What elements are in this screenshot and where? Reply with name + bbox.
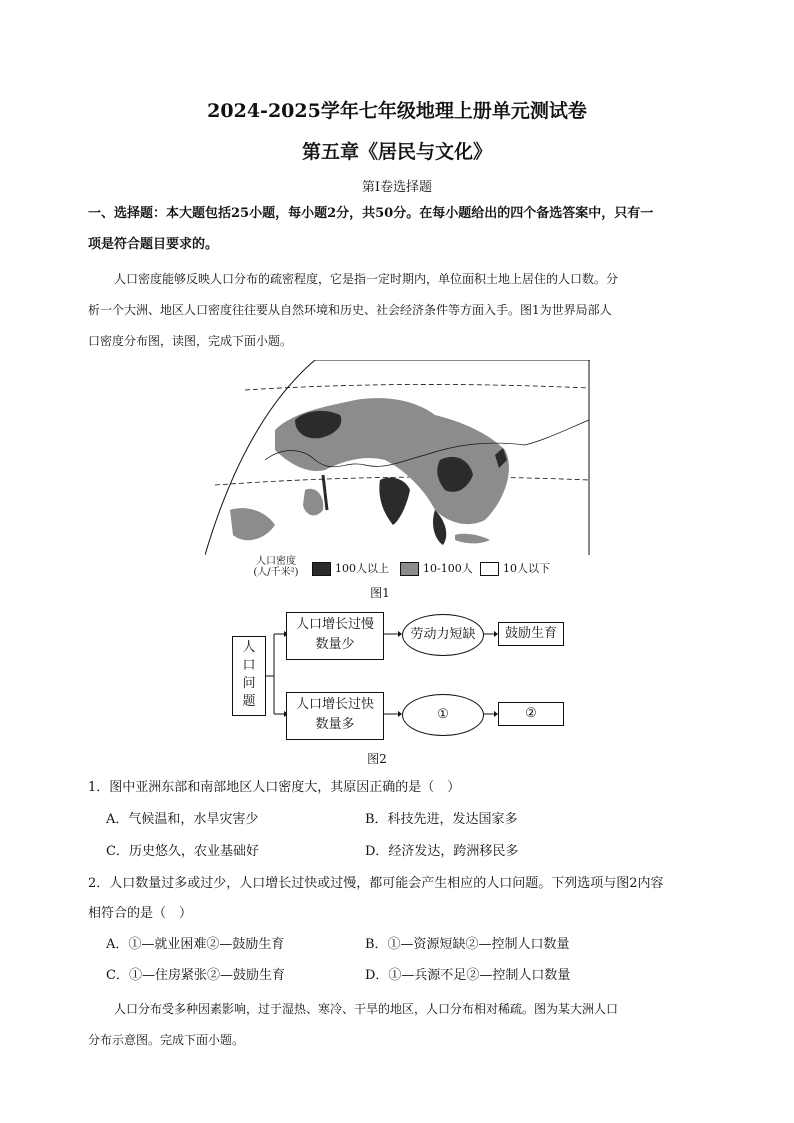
intro1-line-1: 人口密度能够反映人口分布的疏密程度，它是指一定时期内，单位面积土地上居住的人口数。分 — [114, 272, 619, 286]
population-density-map — [205, 360, 590, 555]
question-1-option-c: C．历史悠久，农业基础好 — [106, 844, 259, 859]
root-box — [232, 636, 266, 716]
intro2-line-2: 分布示意图。完成下面小题。 — [88, 1033, 245, 1047]
legend-label-medium: 10-100人 — [423, 562, 473, 575]
top-measure-box: 鼓励生育 — [498, 622, 564, 646]
intro-passage-2 — [88, 994, 708, 1056]
legend-label-high: 100人以上 — [335, 562, 389, 575]
legend-title — [252, 556, 300, 578]
root-char-1: 人 — [242, 640, 256, 655]
intro1-line-3: 口密度分布图，读图，完成下面小题。 — [88, 334, 293, 348]
top-effect-ellipse: 劳动力短缺 — [402, 614, 484, 656]
legend-title-line-2: (人/千米²) — [253, 567, 299, 578]
question-2-stem-line-2: 相符合的是（ ） — [88, 906, 193, 921]
question-1-stem: 1．图中亚洲东部和南部地区人口密度大，其原因正确的是（ ） — [88, 780, 461, 795]
intro-passage-1 — [88, 264, 708, 357]
map-legend — [252, 556, 592, 582]
figure1-caption: 图1 — [370, 586, 390, 600]
instructions-line-2: 项是符合题目要求的。 — [88, 237, 219, 252]
legend-swatch-high — [312, 562, 331, 576]
question-1-option-d: D．经济发达，跨洲移民多 — [365, 844, 519, 859]
bottom-cause-line-1: 人口增长过快 — [295, 697, 374, 712]
instructions-line-1: 一、选择题：本大题包括25小题，每小题2分，共50分。在每小题给出的四个备选答案中，只有一 — [88, 206, 654, 221]
legend-title-line-1: 人口密度 — [256, 556, 296, 567]
top-cause-box — [286, 612, 384, 660]
root-char-3: 问 — [242, 676, 256, 691]
bottom-cause-box — [286, 692, 384, 740]
question-2-option-b: B．①—资源短缺②—控制人口数量 — [365, 937, 570, 952]
legend-swatch-medium — [400, 562, 419, 576]
top-cause-line-2: 数量少 — [315, 637, 355, 652]
top-cause-line-1: 人口增长过慢 — [295, 617, 374, 632]
root-char-4: 题 — [242, 694, 256, 709]
chapter-title: 第五章《居民与文化》 — [301, 141, 492, 163]
bottom-measure-box: ② — [498, 702, 564, 726]
question-2-option-c: C．①—住房紧张②—鼓励生育 — [106, 968, 285, 983]
question-1-option-b: B．科技先进，发达国家多 — [365, 812, 518, 827]
question-2-option-a: A．①—就业困难②—鼓励生育 — [106, 937, 285, 952]
exam-title: 2024-2025学年七年级地理上册单元测试卷 — [207, 100, 587, 122]
figure2-caption: 图2 — [367, 752, 387, 766]
bottom-effect-ellipse: ① — [402, 694, 484, 736]
legend-label-low: 10人以下 — [503, 562, 550, 575]
intro1-line-2: 析一个大洲、地区人口密度往往要从自然环境和历史、社会经济条件等方面入手。图1为世界局部人 — [88, 303, 612, 317]
intro2-line-1: 人口分布受多种因素影响，过于湿热、寒冷、干旱的地区，人口分布相对稀疏。图为某大洲人口 — [114, 1002, 619, 1016]
section-label: 第Ⅰ卷选择题 — [361, 180, 433, 195]
legend-swatch-low — [480, 562, 499, 576]
question-1-option-a: A．气候温和，水旱灾害少 — [106, 812, 259, 827]
instructions — [88, 198, 708, 260]
bottom-cause-line-2: 数量多 — [315, 717, 355, 732]
population-problem-diagram — [228, 606, 578, 746]
question-2-stem-line-1: 2．人口数量过多或过少，人口增长过快或过慢，都可能会产生相应的人口问题。下列选项与图2内容 — [88, 876, 664, 891]
root-char-2: 口 — [242, 658, 256, 673]
question-2-option-d: D．①—兵源不足②—控制人口数量 — [365, 968, 571, 983]
